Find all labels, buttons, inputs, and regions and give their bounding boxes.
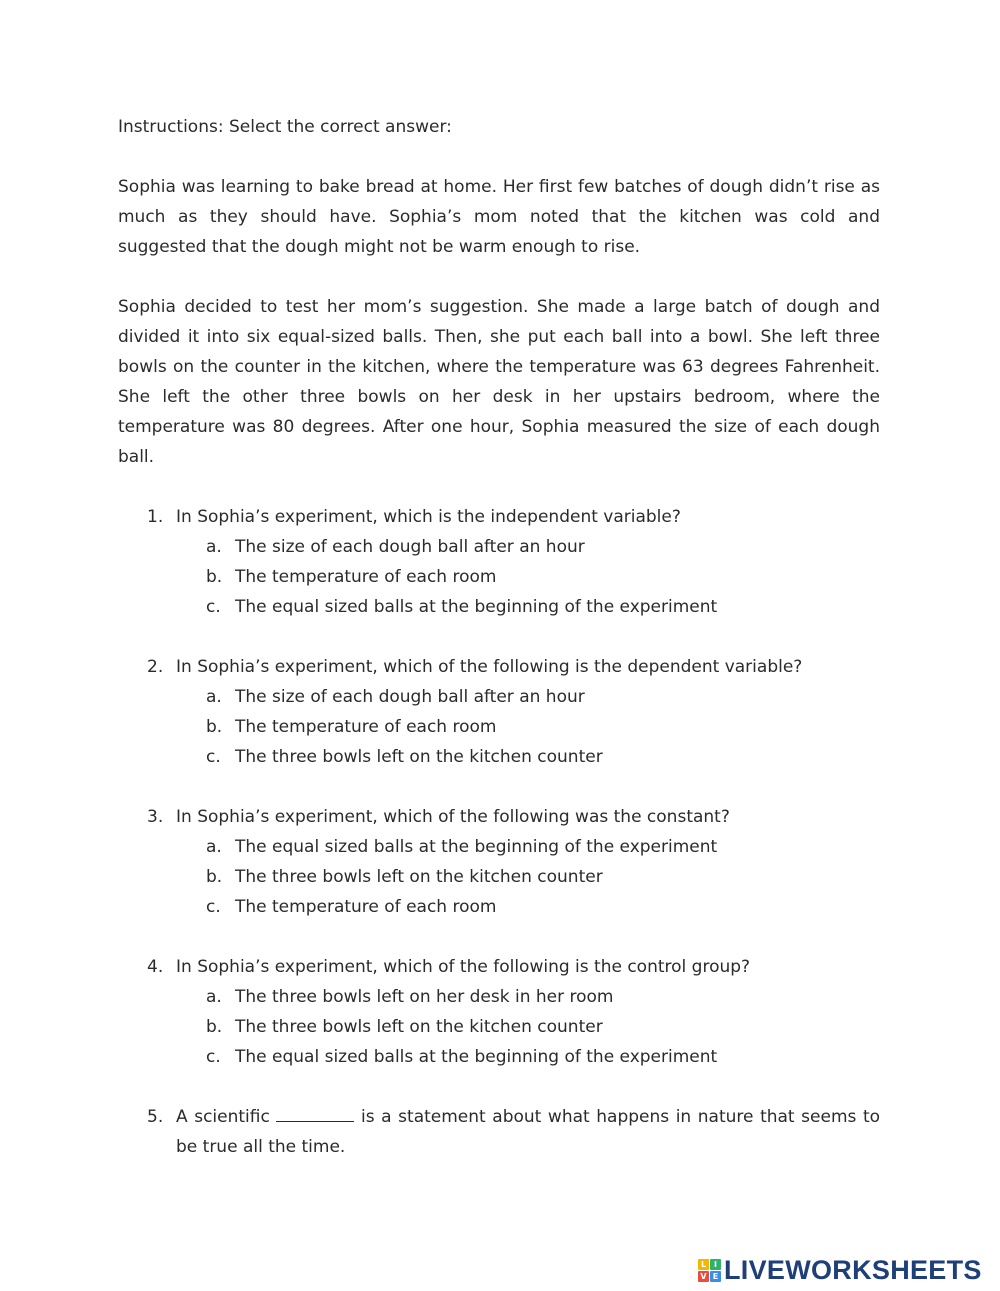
option-text: The size of each dough ball after an hour <box>235 687 585 707</box>
answer-option-c[interactable] <box>176 592 880 622</box>
question-number: 4. <box>147 957 164 977</box>
question-list <box>118 502 880 1162</box>
fill-in-blank[interactable] <box>276 1103 354 1122</box>
question-text: In Sophia’s experiment, which of the following is the dependent variable? <box>176 657 803 677</box>
option-text: The three bowls left on the kitchen counter <box>235 1017 603 1037</box>
option-letter: a. <box>206 687 222 707</box>
answer-option-b[interactable] <box>176 562 880 592</box>
option-text: The temperature of each room <box>235 567 497 587</box>
option-text: The temperature of each room <box>235 717 497 737</box>
question-text: In Sophia’s experiment, which of the following is the control group? <box>176 957 751 977</box>
question-5 <box>118 1102 880 1162</box>
option-text: The three bowls left on the kitchen counter <box>235 867 603 887</box>
question-text-after-blank: is a statement about what happens in nature that seems to be true all the time. <box>176 1107 881 1157</box>
answer-option-c[interactable] <box>176 1042 880 1072</box>
question-number: 3. <box>147 807 164 827</box>
option-letter: c. <box>206 1047 221 1067</box>
answer-options <box>176 532 880 622</box>
option-letter: b. <box>206 717 223 737</box>
question-text-before-blank: A scientific <box>176 1107 270 1127</box>
logo-blocks-icon <box>698 1259 721 1282</box>
answer-option-c[interactable] <box>176 892 880 922</box>
question-2 <box>118 652 880 772</box>
option-text: The temperature of each room <box>235 897 497 917</box>
answer-option-a[interactable] <box>176 982 880 1012</box>
option-letter: b. <box>206 867 223 887</box>
story-paragraph-2: Sophia decided to test her mom’s suggestion. She made a large batch of dough and divided it into six equal-sized balls. Then, she put each ball into a bowl. She left three bowls on the counter in the kitchen, where the temperature was 63 degrees Fahrenheit. She left the other three bowls on her desk in her upstairs bedroom, where the temperature was 80 degrees. After one hour, Sophia measured the size of each dough ball. <box>118 297 880 467</box>
logo-text: LIVEWORKSHEETS <box>724 1255 982 1285</box>
option-text: The three bowls left on her desk in her room <box>235 987 614 1007</box>
answer-options <box>176 682 880 772</box>
answer-options <box>176 832 880 922</box>
option-letter: c. <box>206 597 221 617</box>
option-text: The equal sized balls at the beginning of the experiment <box>235 1047 718 1067</box>
option-letter: c. <box>206 747 221 767</box>
worksheet-page <box>118 112 880 1192</box>
question-text: In Sophia’s experiment, which of the following was the constant? <box>176 807 730 827</box>
question-4 <box>118 952 880 1072</box>
option-text: The three bowls left on the kitchen counter <box>235 747 603 767</box>
option-text: The equal sized balls at the beginning of the experiment <box>235 597 718 617</box>
option-text: The size of each dough ball after an hour <box>235 537 585 557</box>
question-3 <box>118 802 880 922</box>
question-text: In Sophia’s experiment, which is the independent variable? <box>176 507 681 527</box>
option-letter: a. <box>206 837 222 857</box>
logo-block-1: L <box>698 1259 709 1270</box>
answer-option-b[interactable] <box>176 1012 880 1042</box>
answer-options <box>176 982 880 1072</box>
logo-block-2: I <box>710 1259 721 1270</box>
instructions-text: Instructions: Select the correct answer: <box>118 117 452 137</box>
option-letter: c. <box>206 897 221 917</box>
answer-option-a[interactable] <box>176 532 880 562</box>
answer-option-b[interactable] <box>176 712 880 742</box>
option-letter: b. <box>206 1017 223 1037</box>
logo-block-4: E <box>710 1271 721 1282</box>
answer-option-c[interactable] <box>176 742 880 772</box>
answer-option-a[interactable] <box>176 832 880 862</box>
question-number: 5. <box>147 1107 164 1127</box>
question-number: 1. <box>147 507 164 527</box>
question-number: 2. <box>147 657 164 677</box>
logo-block-3: V <box>698 1271 709 1282</box>
liveworksheets-logo <box>698 1256 982 1284</box>
story-paragraph-1: Sophia was learning to bake bread at home. Her first few batches of dough didn’t rise as much as they should have. Sophia’s mom noted that the kitchen was cold and suggested that the dough might not be warm enough to rise. <box>118 177 880 257</box>
question-1 <box>118 502 880 622</box>
option-letter: b. <box>206 567 223 587</box>
question-text <box>176 1102 880 1162</box>
option-letter: a. <box>206 537 222 557</box>
option-text: The equal sized balls at the beginning of the experiment <box>235 837 718 857</box>
answer-option-a[interactable] <box>176 682 880 712</box>
option-letter: a. <box>206 987 222 1007</box>
answer-option-b[interactable] <box>176 862 880 892</box>
